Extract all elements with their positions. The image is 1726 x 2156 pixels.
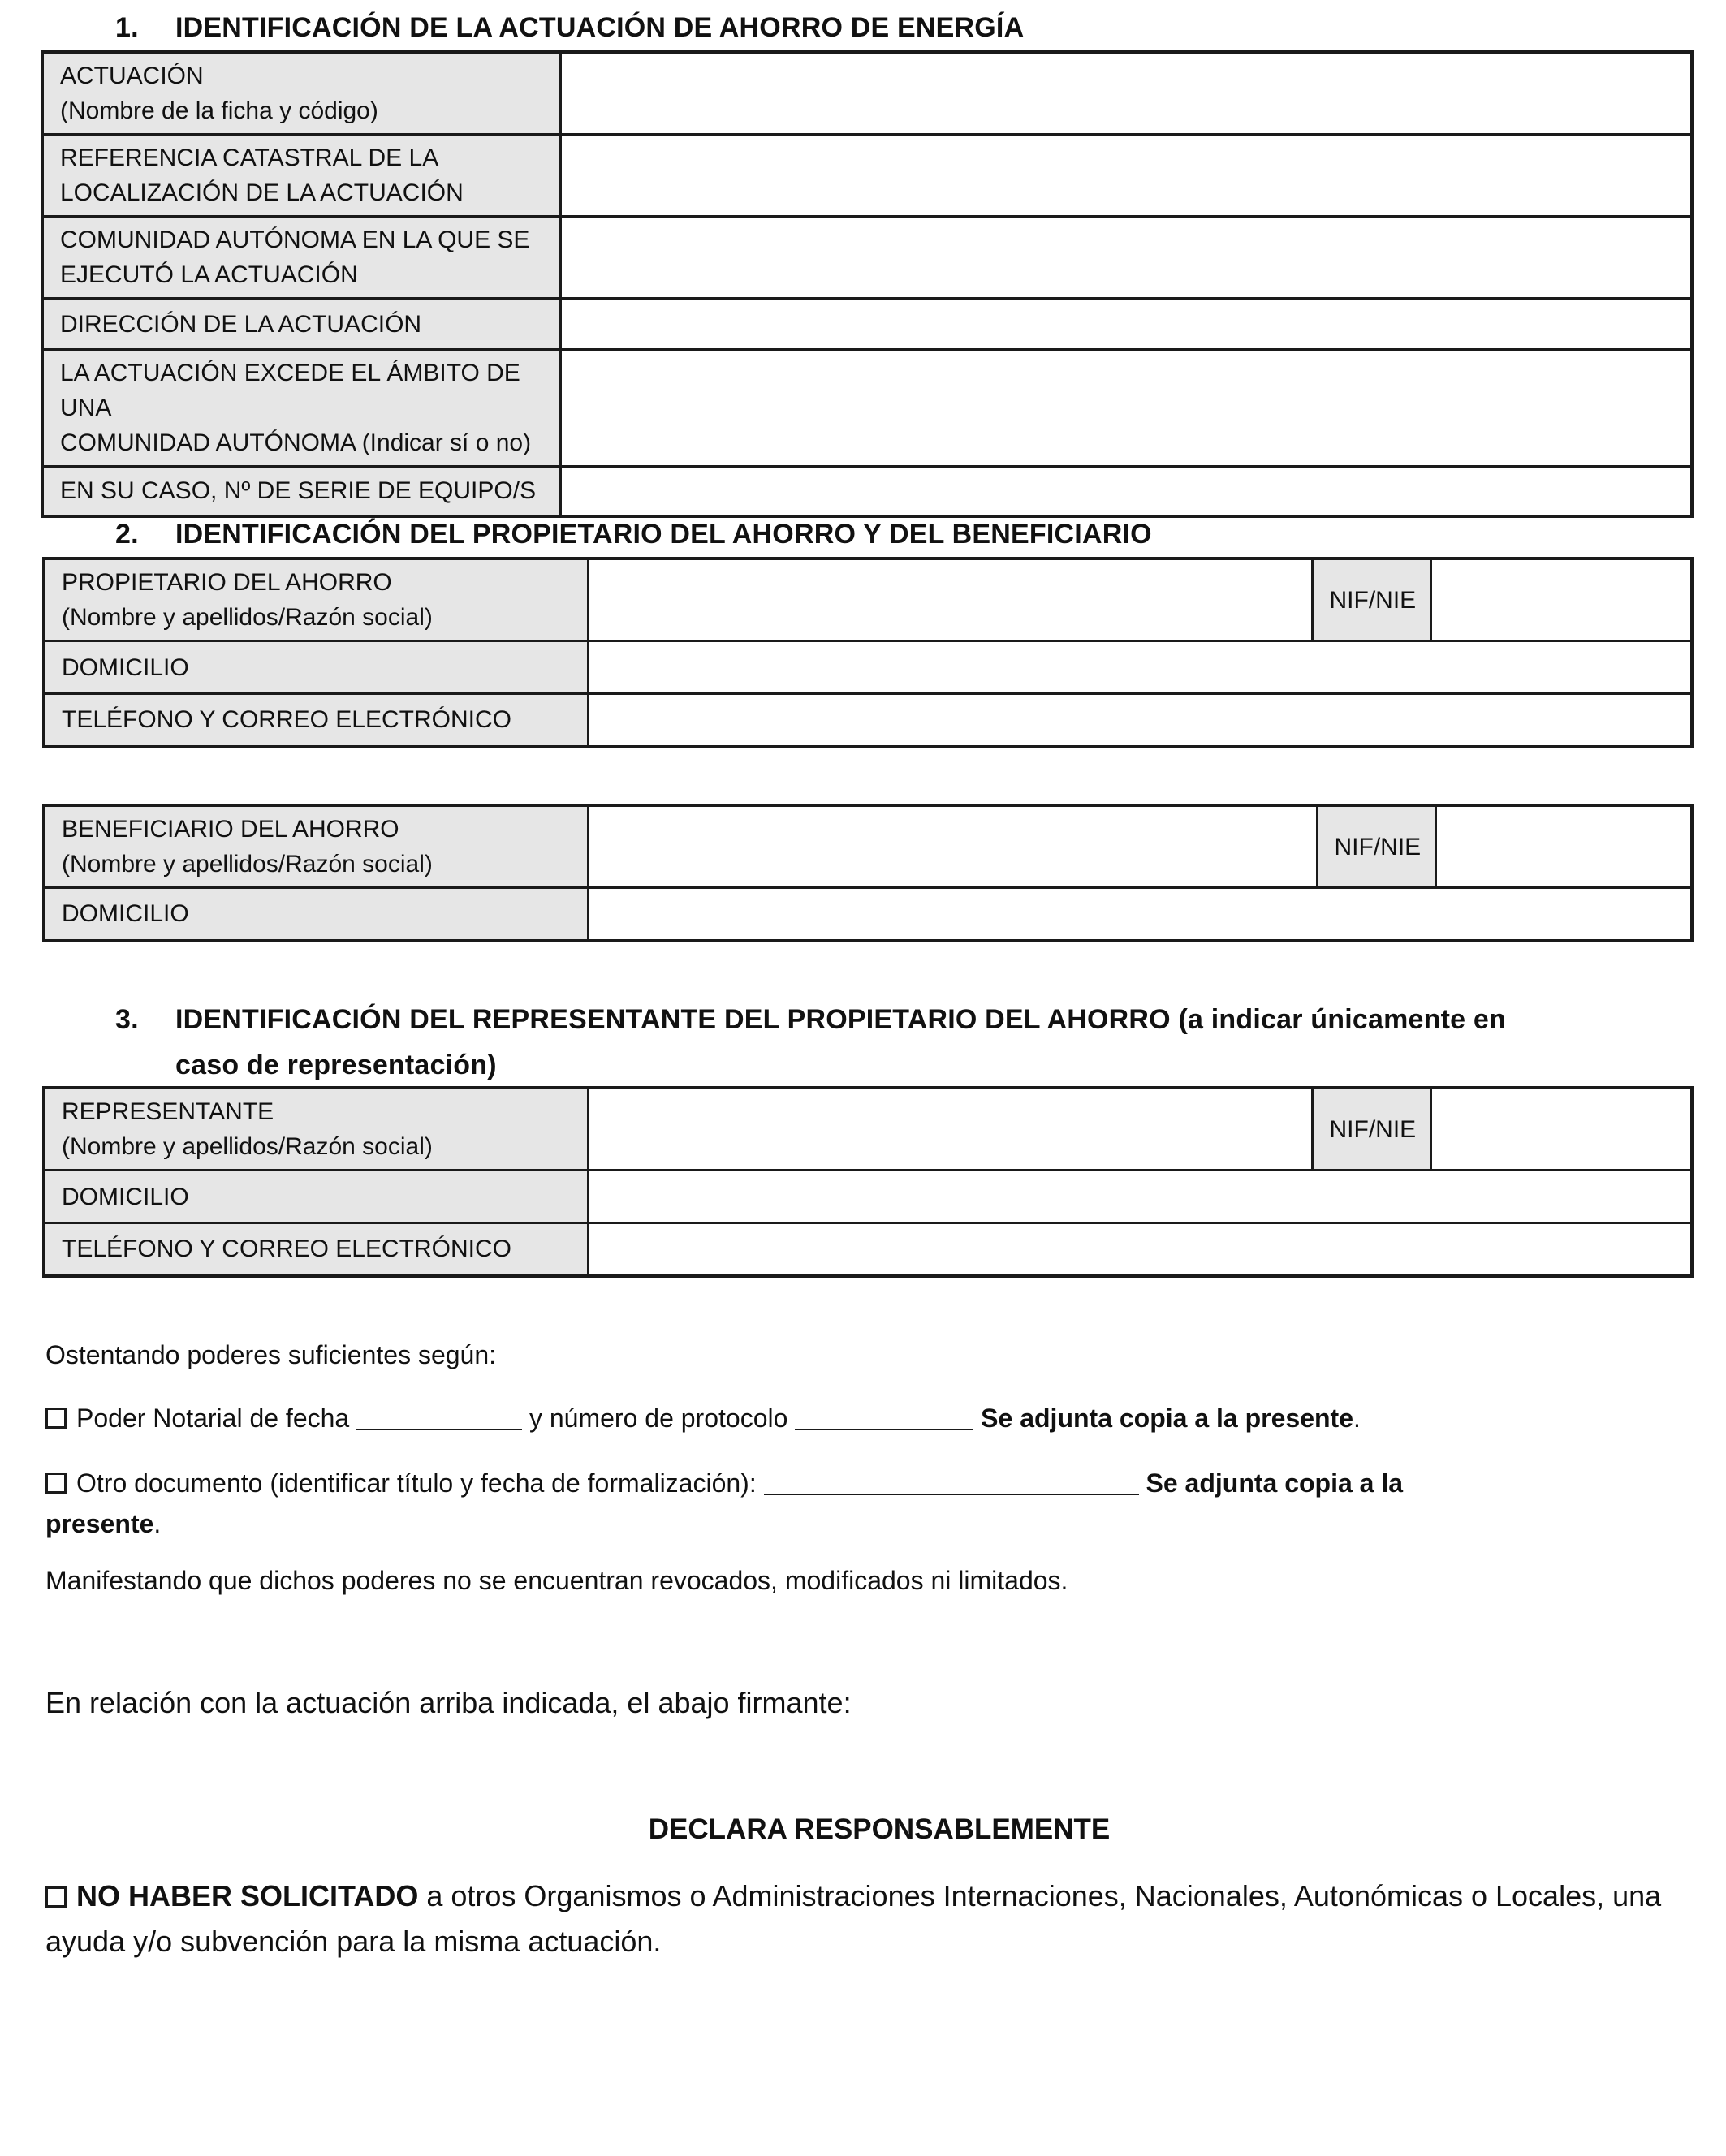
beneficiary-nif-label: NIF/NIE bbox=[1317, 805, 1435, 888]
section-3-title: 3. IDENTIFICACIÓN DEL REPRESENTANTE DEL PROPIETARIO DEL AHORRO (a indicar únicamente en caso de representación) bbox=[115, 1004, 1506, 1080]
field-label-direccion: DIRECCIÓN DE LA ACTUACIÓN bbox=[42, 299, 560, 350]
checkbox-other-document[interactable] bbox=[45, 1473, 67, 1494]
field-label-actuacion: ACTUACIÓN (Nombre de la ficha y código) bbox=[42, 52, 560, 135]
table-row bbox=[44, 888, 1692, 941]
checkbox-notarial[interactable] bbox=[45, 1408, 67, 1429]
table-row bbox=[44, 1223, 1692, 1276]
powers-intro: Ostentando poderes suficientes según: bbox=[45, 1340, 497, 1369]
beneficiary-address-value[interactable] bbox=[588, 888, 1692, 941]
beneficiary-nif-value[interactable] bbox=[1435, 805, 1692, 888]
field-value-numero-serie[interactable] bbox=[560, 467, 1692, 516]
rep-contact-label: TELÉFONO Y CORREO ELECTRÓNICO bbox=[44, 1223, 588, 1276]
protocol-number-field[interactable] bbox=[795, 1404, 973, 1430]
owner-name-label: PROPIETARIO DEL AHORRO (Nombre y apellidos/Razón social) bbox=[44, 558, 588, 641]
owner-nif-label: NIF/NIE bbox=[1312, 558, 1430, 641]
field-label-comunidad-autonoma: COMUNIDAD AUTÓNOMA EN LA QUE SE EJECUTÓ LA ACTUACIÓN bbox=[42, 217, 560, 299]
field-label-numero-serie: EN SU CASO, Nº DE SERIE DE EQUIPO/S bbox=[42, 467, 560, 516]
table-row bbox=[44, 1171, 1692, 1223]
table-row bbox=[44, 1088, 1692, 1171]
table-row bbox=[42, 350, 1692, 467]
declaration-title: DECLARA RESPONSABLEMENTE bbox=[648, 1813, 1111, 1845]
field-value-referencia-catastral[interactable] bbox=[560, 135, 1692, 217]
beneficiary-table bbox=[42, 804, 1694, 942]
owner-address-label: DOMICILIO bbox=[44, 641, 588, 694]
rep-address-value[interactable] bbox=[588, 1171, 1692, 1223]
field-value-direccion[interactable] bbox=[560, 299, 1692, 350]
table-row bbox=[44, 558, 1692, 641]
power-option-notarial: Poder Notarial de fecha y número de protocolo Se adjunta copia a la presente. bbox=[45, 1398, 1677, 1438]
table-row bbox=[44, 805, 1692, 888]
field-value-actuacion[interactable] bbox=[560, 52, 1692, 135]
powers-statement: Manifestando que dichos poderes no se encuentran revocados, modificados ni limitados. bbox=[45, 1566, 1068, 1595]
rep-name-label: REPRESENTANTE (Nombre y apellidos/Razón social) bbox=[44, 1088, 588, 1171]
declaration-statement: NO HABER SOLICITADO a otros Organismos o Administraciones Internaciones, Nacionales, Autonómicas o Locales, una ayuda y/o subvención para la misma actuación. bbox=[45, 1879, 1662, 1958]
table-row bbox=[42, 217, 1692, 299]
owner-address-value[interactable] bbox=[588, 641, 1692, 694]
beneficiary-name-value[interactable] bbox=[588, 805, 1317, 888]
representative-table bbox=[42, 1086, 1694, 1278]
owner-contact-label: TELÉFONO Y CORREO ELECTRÓNICO bbox=[44, 694, 588, 747]
beneficiary-name-label: BENEFICIARIO DEL AHORRO (Nombre y apellidos/Razón social) bbox=[44, 805, 588, 888]
rep-name-value[interactable] bbox=[588, 1088, 1312, 1171]
notarial-date-field[interactable] bbox=[356, 1404, 522, 1430]
owner-table bbox=[42, 557, 1694, 748]
beneficiary-address-label: DOMICILIO bbox=[44, 888, 588, 941]
power-option-other: Otro documento (identificar título y fecha de formalización): Se adjunta copia a la presente. bbox=[45, 1468, 1404, 1538]
checkbox-no-haber-solicitado[interactable] bbox=[45, 1886, 67, 1908]
other-document-field[interactable] bbox=[764, 1469, 1139, 1495]
rep-contact-value[interactable] bbox=[588, 1223, 1692, 1276]
rep-nif-value[interactable] bbox=[1430, 1088, 1692, 1171]
table-row bbox=[44, 641, 1692, 694]
rep-address-label: DOMICILIO bbox=[44, 1171, 588, 1223]
field-value-comunidad-autonoma[interactable] bbox=[560, 217, 1692, 299]
table-row bbox=[42, 135, 1692, 217]
section-1-title: 1. IDENTIFICACIÓN DE LA ACTUACIÓN DE AHORRO DE ENERGÍA bbox=[115, 12, 1025, 43]
owner-nif-value[interactable] bbox=[1430, 558, 1692, 641]
table-row bbox=[42, 52, 1692, 135]
owner-contact-value[interactable] bbox=[588, 694, 1692, 747]
field-label-excede-ambito: LA ACTUACIÓN EXCEDE EL ÁMBITO DE UNA COMUNIDAD AUTÓNOMA (Indicar sí o no) bbox=[42, 350, 560, 467]
section-1-table bbox=[41, 50, 1694, 518]
field-label-referencia-catastral: REFERENCIA CATASTRAL DE LA LOCALIZACIÓN DE LA ACTUACIÓN bbox=[42, 135, 560, 217]
owner-name-value[interactable] bbox=[588, 558, 1312, 641]
rep-nif-label: NIF/NIE bbox=[1312, 1088, 1430, 1171]
field-value-excede-ambito[interactable] bbox=[560, 350, 1692, 467]
table-row bbox=[44, 694, 1692, 747]
table-row bbox=[42, 467, 1692, 516]
section-2-title: 2. IDENTIFICACIÓN DEL PROPIETARIO DEL AHORRO Y DEL BENEFICIARIO bbox=[115, 519, 1152, 550]
table-row bbox=[42, 299, 1692, 350]
relation-text: En relación con la actuación arriba indicada, el abajo firmante: bbox=[45, 1686, 852, 1719]
